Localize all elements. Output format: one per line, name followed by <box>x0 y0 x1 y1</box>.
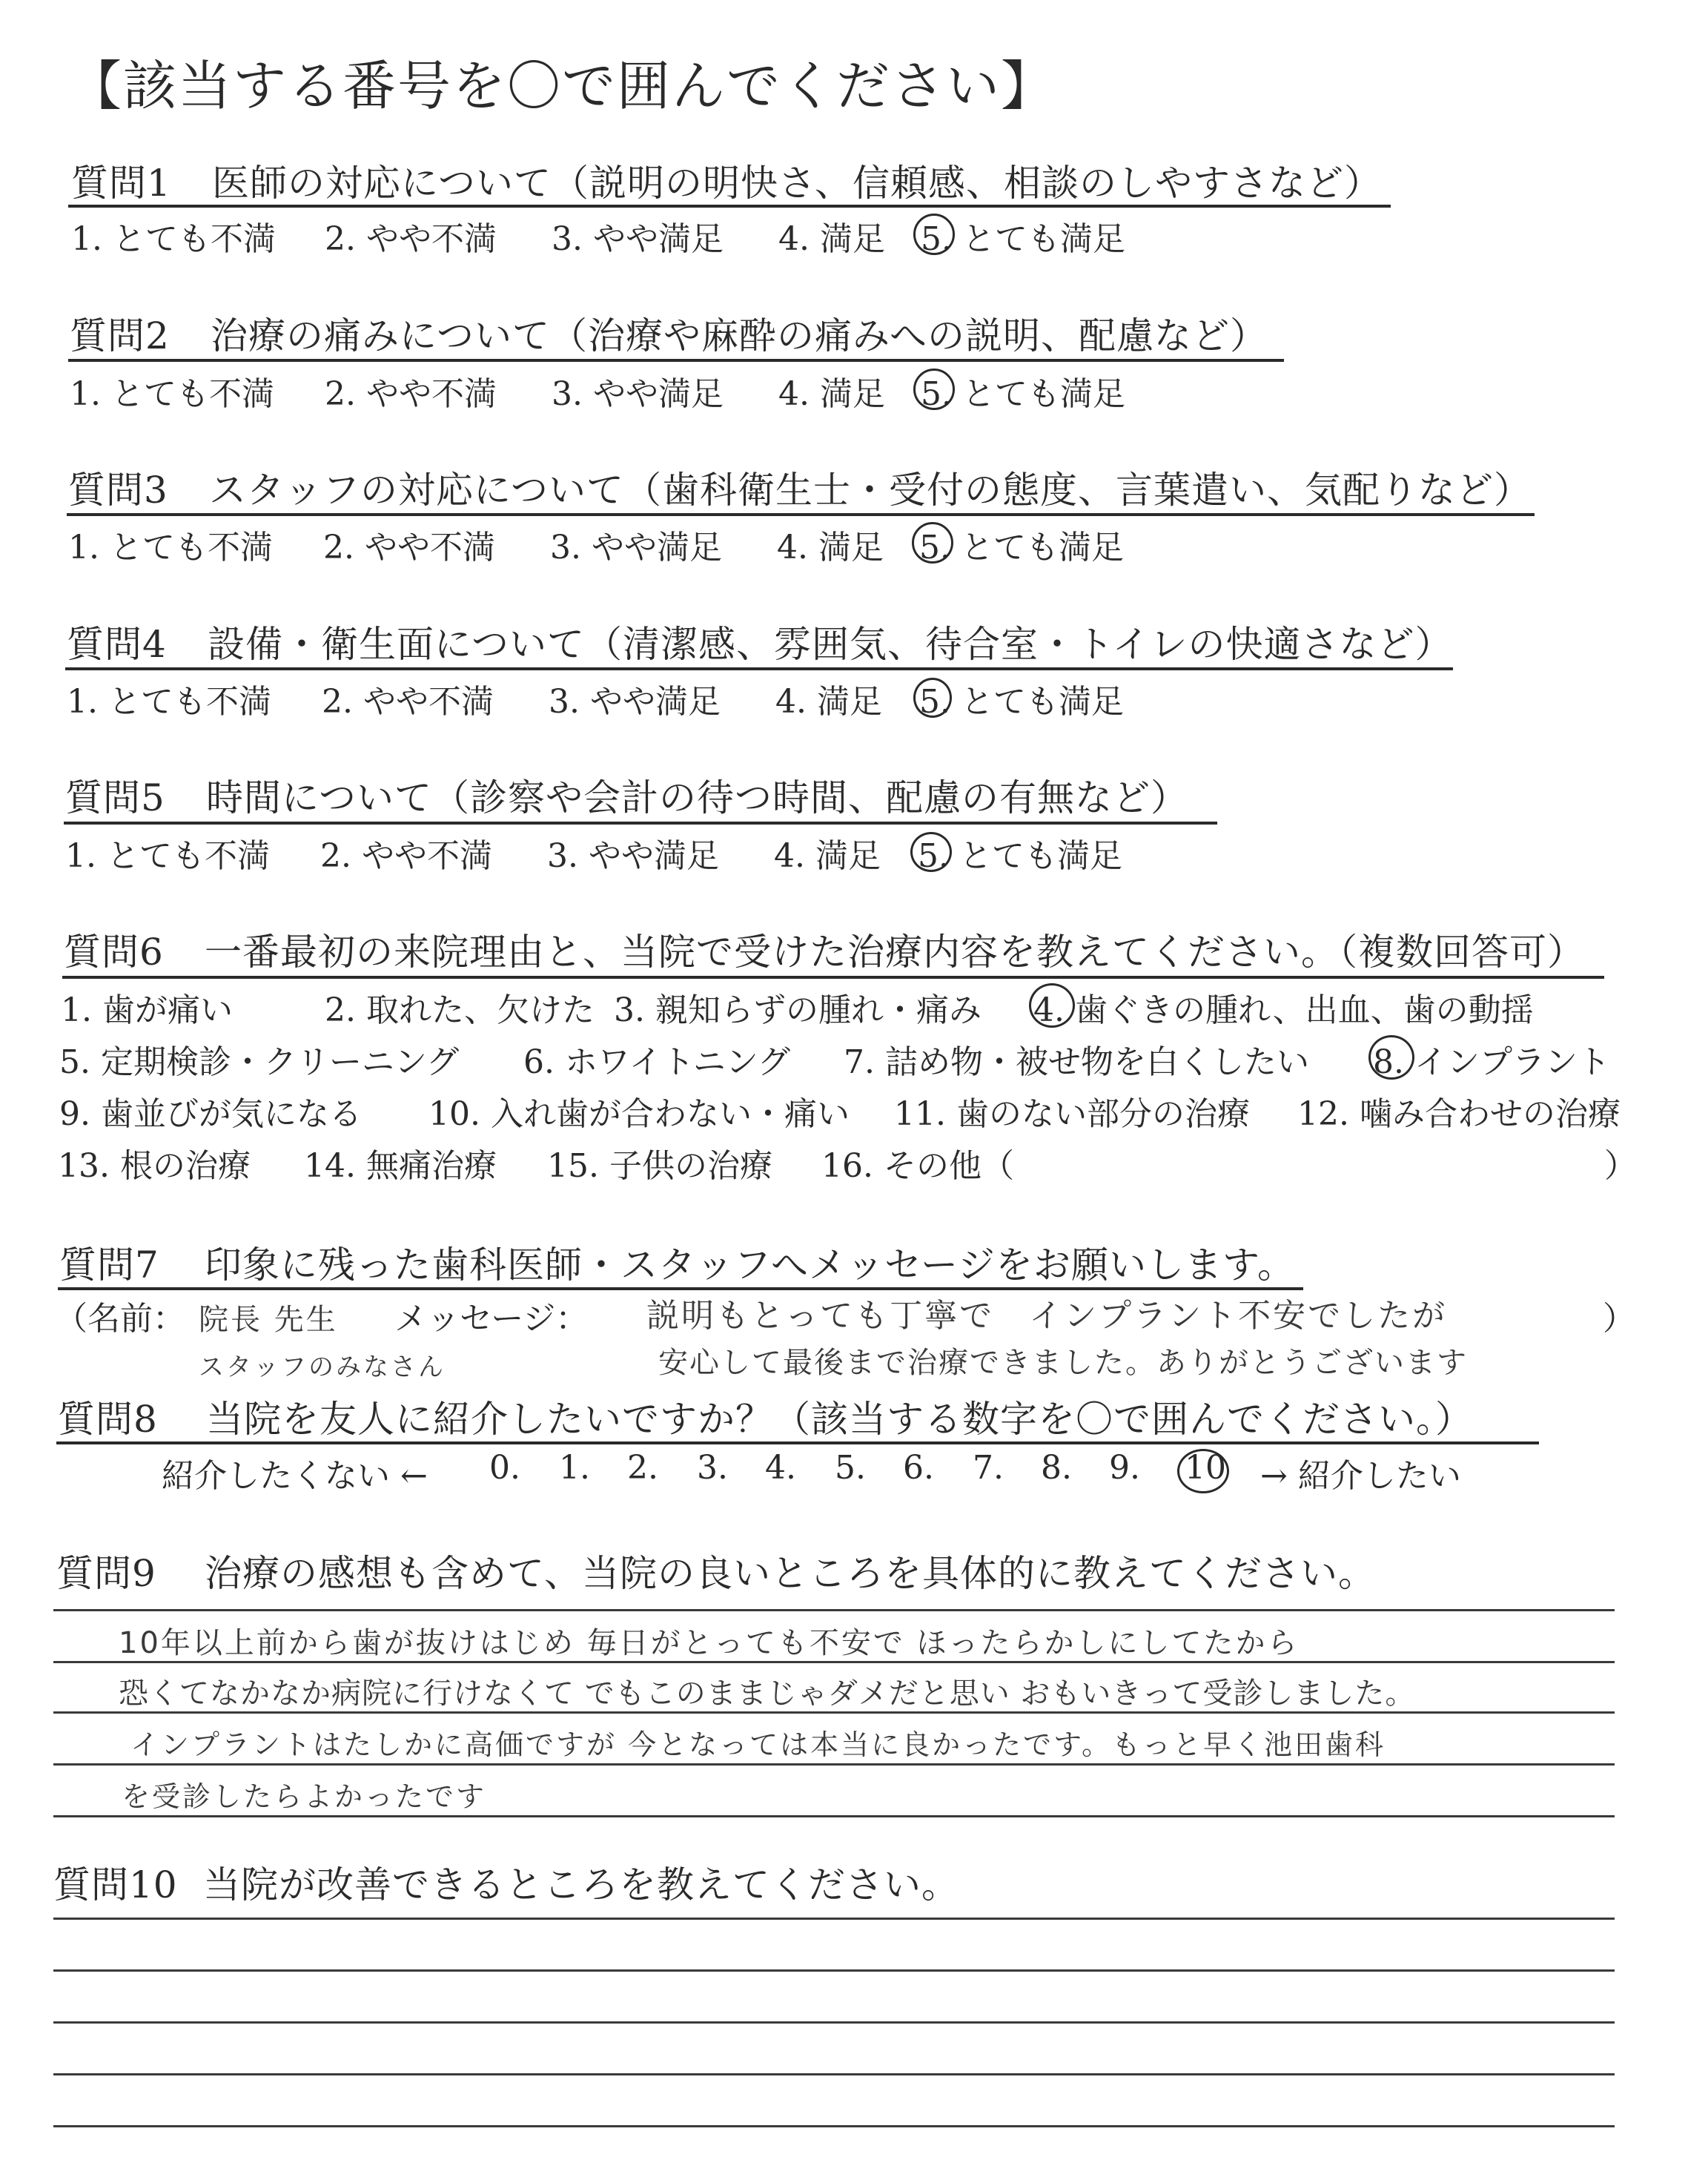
q8-option-2[interactable]: 2. <box>627 1449 658 1487</box>
q4-selected-circle <box>913 678 952 718</box>
q2-underline <box>68 359 1284 362</box>
q7-name-label: （名前： <box>55 1300 185 1338</box>
q6-option-16[interactable]: 16. その他（ <box>821 1147 1014 1185</box>
q5-option-1[interactable]: 1. とても不満 <box>65 837 270 875</box>
q6-text: 一番最初の来院理由と、当院で受けた治療内容を教えてください。（複数回答可） <box>205 931 1585 974</box>
q6-label: 質問6 <box>64 931 164 974</box>
q8-label: 質問8 <box>58 1398 158 1441</box>
q8-text: 当院を友人に紹介したいですか？（該当する数字を〇で囲んでください。） <box>206 1398 1473 1441</box>
q4-underline <box>65 667 1453 670</box>
q6-option-12[interactable]: 12. 噛み合わせの治療 <box>1297 1095 1621 1133</box>
q2-selected-circle <box>913 369 955 410</box>
q9-text: 治療の感想も含めて、当院の良いところを具体的に教えてください。 <box>205 1552 1376 1595</box>
q6-selected-circle-4 <box>1029 983 1075 1028</box>
q1-underline <box>68 205 1391 208</box>
q6-option-13[interactable]: 13. 根の治療 <box>58 1147 251 1185</box>
q9-handwritten-line-3: インプラントはたしかに高価ですが 今となっては本当に良かったです。もっと早く池田歯科 <box>130 1728 1386 1761</box>
q8-option-1[interactable]: 1. <box>559 1449 590 1487</box>
q6-option-2[interactable]: 2. 取れた、欠けた <box>325 991 595 1029</box>
q4-label: 質問4 <box>67 623 167 666</box>
q6-option-10[interactable]: 10. 入れ歯が合わない・痛い <box>428 1095 850 1133</box>
q6-option-14[interactable]: 14. 無痛治療 <box>304 1147 497 1185</box>
q10-ruled-line-1 <box>53 1918 1615 1920</box>
q5-option-2[interactable]: 2. やや不満 <box>320 837 492 875</box>
q7-message-handwritten-1: 説明もとっても丁寧で インプラント不安でしたが <box>646 1297 1448 1335</box>
q8-option-5[interactable]: 5. <box>835 1449 866 1487</box>
q6-option-6[interactable]: 6. ホワイトニング <box>523 1043 791 1081</box>
q1-text: 医師の対応について（説明の明快さ、信頼感、相談のしやすさなど） <box>212 162 1382 205</box>
q6-selected-circle-8 <box>1368 1035 1414 1080</box>
q2-text: 治療の痛みについて（治療や麻酔の痛みへの説明、配慮など） <box>211 314 1268 357</box>
q5-selected-circle <box>910 832 952 872</box>
q8-option-9[interactable]: 9. <box>1109 1449 1140 1487</box>
q6-option-5[interactable]: 5. 定期検診・クリーニング <box>59 1043 460 1081</box>
q7-message-handwritten-2: 安心して最後まで治療できました。ありがとうございます <box>658 1346 1468 1380</box>
q10-ruled-line-3 <box>53 2021 1615 2024</box>
q6-option-1[interactable]: 1. 歯が痛い <box>61 991 233 1029</box>
q3-option-2[interactable]: 2. やや不満 <box>323 529 495 567</box>
q2-option-3[interactable]: 3. やや満足 <box>552 375 724 413</box>
q4-text: 設備・衛生面について（清潔感、雰囲気、待合室・トイレの快適さなど） <box>208 623 1453 666</box>
q2-option-1[interactable]: 1. とても不満 <box>70 375 274 413</box>
q1-option-5[interactable]: 5. とても満足 <box>921 220 1125 258</box>
q1-option-3[interactable]: 3. やや満足 <box>552 220 724 258</box>
q3-label: 質問3 <box>68 469 168 512</box>
q10-ruled-line-2 <box>53 1969 1615 1972</box>
q8-selected-circle <box>1177 1449 1229 1493</box>
q9-ruled-line-1 <box>53 1609 1615 1611</box>
q1-option-4[interactable]: 4. 満足 <box>778 220 885 258</box>
q5-text: 時間について（診察や会計の待つ時間、配慮の有無など） <box>206 776 1188 819</box>
q6-other-close-paren: ） <box>1604 1147 1637 1185</box>
q8-right-label: → 紹介したい <box>1260 1457 1461 1495</box>
q9-ruled-line-4 <box>53 1763 1615 1766</box>
q3-selected-circle <box>912 522 953 564</box>
q1-option-1[interactable]: 1. とても不満 <box>71 220 276 258</box>
q4-option-3[interactable]: 3. やや満足 <box>549 683 721 721</box>
q7-name-handwritten-1: 院長 先生 <box>199 1303 338 1337</box>
q1-option-2[interactable]: 2. やや不満 <box>325 220 497 258</box>
q10-ruled-line-4 <box>53 2073 1615 2075</box>
q3-option-3[interactable]: 3. やや満足 <box>550 529 722 567</box>
page-title: 【該当する番号を〇で囲んでください】 <box>68 55 1056 117</box>
q6-option-8[interactable]: 8. インプラント <box>1373 1043 1610 1081</box>
q8-option-7[interactable]: 7. <box>973 1449 1004 1487</box>
q8-underline <box>56 1441 1539 1444</box>
q4-option-1[interactable]: 1. とても不満 <box>67 683 271 721</box>
q8-option-3[interactable]: 3. <box>697 1449 728 1487</box>
q8-option-10[interactable]: 10 <box>1185 1449 1226 1487</box>
q9-handwritten-line-1: 10年以上前から歯が抜けはじめ 毎日がとっても不安で ほったらかしにしてたから <box>119 1626 1300 1660</box>
q7-message-label: メッセージ： <box>394 1300 589 1338</box>
q9-handwritten-line-4: を受診したらよかったです <box>122 1780 487 1813</box>
q2-option-5[interactable]: 5. とても満足 <box>921 375 1125 413</box>
q9-label: 質問9 <box>56 1552 156 1595</box>
q5-underline <box>64 822 1217 825</box>
q3-option-4[interactable]: 4. 満足 <box>777 529 884 567</box>
q7-label: 質問7 <box>59 1244 159 1287</box>
q10-ruled-line-5 <box>53 2125 1615 2127</box>
q5-label: 質問5 <box>65 776 165 819</box>
q3-option-5[interactable]: 5. とても満足 <box>919 529 1124 567</box>
q3-option-1[interactable]: 1. とても不満 <box>68 529 273 567</box>
q7-text: 印象に残った歯科医師・スタッフへメッセージをお願いします。 <box>205 1244 1295 1287</box>
q8-option-4[interactable]: 4. <box>765 1449 796 1487</box>
q6-option-9[interactable]: 9. 歯並びが気になる <box>59 1095 362 1133</box>
q3-underline <box>67 513 1535 516</box>
q6-option-11[interactable]: 11. 歯のない部分の治療 <box>894 1095 1250 1133</box>
q4-option-2[interactable]: 2. やや不満 <box>322 683 494 721</box>
q1-selected-circle <box>913 214 955 255</box>
q8-left-label: 紹介したくない ← <box>162 1457 428 1495</box>
q7-close-paren: ） <box>1603 1300 1635 1338</box>
q4-option-4[interactable]: 4. 満足 <box>775 683 882 721</box>
q5-option-4[interactable]: 4. 満足 <box>774 837 881 875</box>
q5-option-5[interactable]: 5. とても満足 <box>918 837 1122 875</box>
q2-option-2[interactable]: 2. やや不満 <box>325 375 497 413</box>
q5-option-3[interactable]: 3. やや満足 <box>547 837 719 875</box>
q4-option-5[interactable]: 5. とても満足 <box>919 683 1124 721</box>
q10-label: 質問10 <box>53 1863 178 1906</box>
q9-ruled-line-5 <box>53 1815 1615 1817</box>
q6-option-15[interactable]: 15. 子供の治療 <box>547 1147 772 1185</box>
q8-option-8[interactable]: 8. <box>1041 1449 1072 1487</box>
q6-option-7[interactable]: 7. 詰め物・被せ物を白くしたい <box>844 1043 1309 1081</box>
q7-name-handwritten-2: スタッフのみなさん <box>199 1353 446 1382</box>
q10-text: 当院が改善できるところを教えてください。 <box>203 1863 959 1906</box>
q2-option-4[interactable]: 4. 満足 <box>778 375 885 413</box>
q8-option-0[interactable]: 0. <box>489 1449 520 1487</box>
q6-option-3[interactable]: 3. 親知らずの腫れ・痛み <box>614 991 982 1029</box>
q3-text: スタッフの対応について（歯科衛生士・受付の態度、言葉遣い、気配りなど） <box>209 469 1532 512</box>
q8-option-6[interactable]: 6. <box>903 1449 934 1487</box>
q6-option-4[interactable]: 4. 歯ぐきの腫れ、出血、歯の動揺 <box>1033 991 1534 1029</box>
q1-label: 質問1 <box>71 162 171 205</box>
q6-underline <box>62 976 1604 979</box>
q2-label: 質問2 <box>70 314 170 357</box>
q9-handwritten-line-2: 恐くてなかなか病院に行けなくて でもこのままじゃダメだと思い おもいきって受診しました。 <box>119 1677 1416 1711</box>
